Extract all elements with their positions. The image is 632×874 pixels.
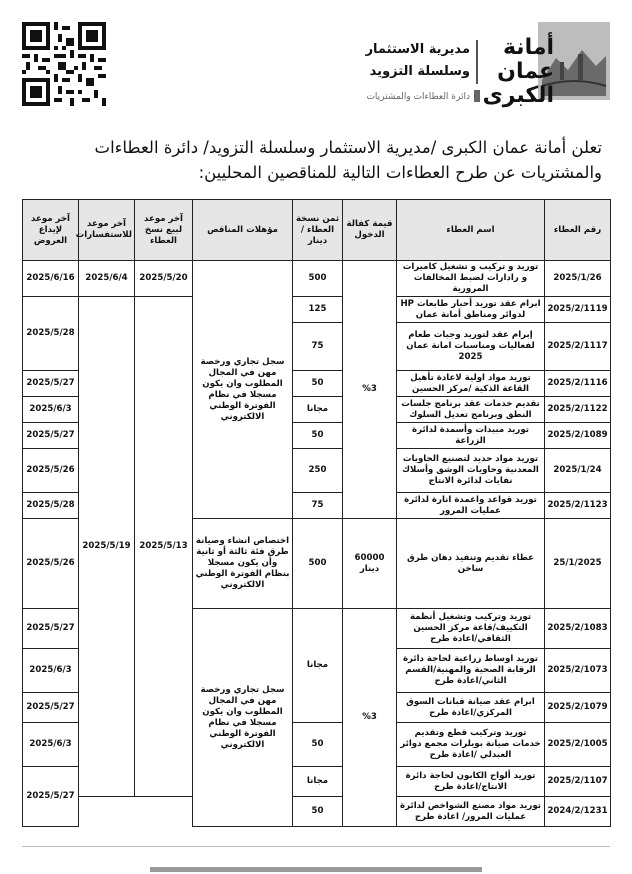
header-qualification: مؤهلات المناقص [193, 200, 293, 261]
copy-price: 75 [293, 323, 343, 371]
tender-number: 2025/1/24 [545, 449, 611, 493]
tenders-table [22, 199, 611, 827]
copy-price: 125 [293, 297, 343, 323]
tender-name: عطاء تقديم وتنفيذ دهان طرق ساخن [397, 519, 545, 609]
logo-line-3: الكبرى [482, 83, 554, 108]
table-row [23, 261, 611, 297]
qualification: سجل تجاري ورخصة مهن في المجال المطلوب وان يكون مسجلا في نظام الفوترة الوطني الالكتروني [193, 261, 293, 519]
table-row [23, 297, 611, 323]
copy-price: 75 [293, 493, 343, 519]
bond-value: %3 [343, 609, 397, 827]
tender-name: توريد و تركيب و تشغيل كاميرات و رادارات لضبط المخالفات المرورية [397, 261, 545, 297]
header-inquiry-deadline: آخر موعد للاستفسارات [79, 200, 135, 261]
organization-header [360, 22, 610, 112]
submission-deadline: 2025/5/27 [23, 693, 79, 723]
tender-number: 2025/2/1079 [545, 693, 611, 723]
tender-number: 2025/2/1123 [545, 493, 611, 519]
department-line-3: دائرة العطاءات والمشتريات [366, 92, 470, 102]
tender-name: ابرام عقد صيانة قبانات السوق المركزي/اعادة طرح [397, 693, 545, 723]
header-name: اسم العطاء [397, 200, 545, 261]
header-bond: قيمة كفالة الدخول [343, 200, 397, 261]
copy-price: 500 [293, 261, 343, 297]
copy-price: مجانا [293, 397, 343, 423]
tender-name: إبرام عقد لتوريد وجبات طعام لفعاليات ومناسبات امانة عمان 2025 [397, 323, 545, 371]
copy-price: 50 [293, 423, 343, 449]
copy-price: 50 [293, 723, 343, 767]
table-row [23, 797, 611, 827]
logo-wordmark [484, 36, 554, 108]
logo-line-1: أمانة [502, 35, 554, 60]
footer-text-cutoff [150, 860, 482, 874]
bond-value: 60000 دينار [343, 519, 397, 609]
tender-number: 2024/2/1231 [545, 797, 611, 827]
department-line-1: مديرية الاستثمار [365, 42, 470, 57]
header-sale-deadline: آخر موعد لبيع نسخ العطاء [135, 200, 193, 261]
submission-deadline: 2025/5/26 [23, 449, 79, 493]
tender-name: ابرام عقد توريد أحبار طابعات HP لدوائر ومناطق أمانة عمان [397, 297, 545, 323]
header-number: رقم العطاء [545, 200, 611, 261]
tender-number: 2025/2/1089 [545, 423, 611, 449]
divider [476, 40, 478, 84]
submission-deadline: 2025/5/27 [23, 767, 79, 827]
submission-deadline: 2025/5/28 [23, 297, 79, 371]
tender-number: 2025/2/1005 [545, 723, 611, 767]
tender-number: 2025/1/26 [545, 261, 611, 297]
submission-deadline: 2025/5/27 [23, 423, 79, 449]
bond-value: %3 [343, 261, 397, 519]
tender-number: 2025/2/1073 [545, 649, 611, 693]
footer-divider [22, 846, 610, 847]
tender-name: توريد وتركيب قطع وتقديم خدمات صيانة بويلرات مجمع دوائر العبدلي /اعادة طرح [397, 723, 545, 767]
qualification: اختصاص انشاء وصيانة طرق فئة ثالثة أو ثانية وأن يكون مسجلا بنظام الفوترة الوطني الالكتروني [193, 519, 293, 609]
qualification: سجل تجاري ورخصة مهن في المجال المطلوب وان يكون مسجلا في نظام الفوترة الوطني الالكتروني [193, 609, 293, 827]
header-price: ثمن نسخة العطاء /دينار [293, 200, 343, 261]
tender-name: توريد اوساط زراعية لحاجة دائرة الرقابة الصحية والمهنية/القسم الثاني/اعادة طرح [397, 649, 545, 693]
header-submission-deadline: آخر موعد لإيداع العروض [23, 200, 79, 261]
submission-deadline: 2025/6/3 [23, 723, 79, 767]
qr-code-icon [22, 22, 106, 106]
copy-price: مجانا [293, 609, 343, 723]
tender-name: توريد مواد حديد لتصنيع الحاويات المعدنية وحاويات الوشق وأسلاك نفايات لدائرة الانتاج [397, 449, 545, 493]
tender-number: 2025/2/1116 [545, 371, 611, 397]
submission-deadline: 2025/6/16 [23, 261, 79, 297]
submission-deadline: 2025/5/27 [23, 609, 79, 649]
copy-price: 500 [293, 519, 343, 609]
inquiry-deadline: 2025/5/19 [79, 297, 135, 797]
tender-name: تقديم خدمات عقد برنامج جلسات النطق وبرنامج تعديل السلوك [397, 397, 545, 423]
inquiry-deadline: 2025/6/4 [79, 261, 135, 297]
tender-number: 25/1/2025 [545, 519, 611, 609]
department-line-2: وسلسلة التزويد [369, 64, 470, 79]
copy-price: 50 [293, 371, 343, 397]
submission-deadline: 2025/5/26 [23, 519, 79, 609]
sale-deadline: 2025/5/20 [135, 261, 193, 297]
announcement-text: تعلن أمانة عمان الكبرى /مديرية الاستثمار وسلسلة التزويد/ دائرة العطاءات والمشتريات عن طرح العطاءات التالية للمناقصين المحليين: [94, 138, 602, 182]
sale-deadline: 2025/5/13 [135, 297, 193, 797]
submission-deadline: 2025/5/28 [23, 493, 79, 519]
tender-name: توريد قواعد واعمدة انارة لدائرة عمليات المرور [397, 493, 545, 519]
copy-price: مجانا [293, 767, 343, 797]
tender-number: 2025/2/1122 [545, 397, 611, 423]
table-header-row [23, 200, 611, 261]
tender-number: 2025/2/1119 [545, 297, 611, 323]
copy-price: 50 [293, 797, 343, 827]
submission-deadline: 2025/6/3 [23, 649, 79, 693]
submission-deadline: 2025/5/27 [23, 371, 79, 397]
tender-number: 2025/2/1107 [545, 767, 611, 797]
department-marker [474, 90, 480, 102]
tender-number: 2025/2/1117 [545, 323, 611, 371]
tender-name: توريد ألواح الكابون لحاجة دائرة الانتاج/اعادة طرح [397, 767, 545, 797]
submission-deadline: 2025/6/3 [23, 397, 79, 423]
tender-name: توريد مبيدات وأسمدة لدائرة الزراعة [397, 423, 545, 449]
tender-name: توريد وتركيب وتشغيل أنظمة التكييف/قاعة مركز الحسين الثقافي/اعادة طرح [397, 609, 545, 649]
tender-name: توريد مواد اولية لاعادة تأهيل القاعة الذكية /مركز الحسين [397, 371, 545, 397]
logo-line-2: عمان [497, 59, 554, 84]
tender-name: توريد مواد مصنع الشواخص لدائرة عمليات المرور/ اعادة طرح [397, 797, 545, 827]
copy-price: 250 [293, 449, 343, 493]
tender-number: 2025/2/1083 [545, 609, 611, 649]
